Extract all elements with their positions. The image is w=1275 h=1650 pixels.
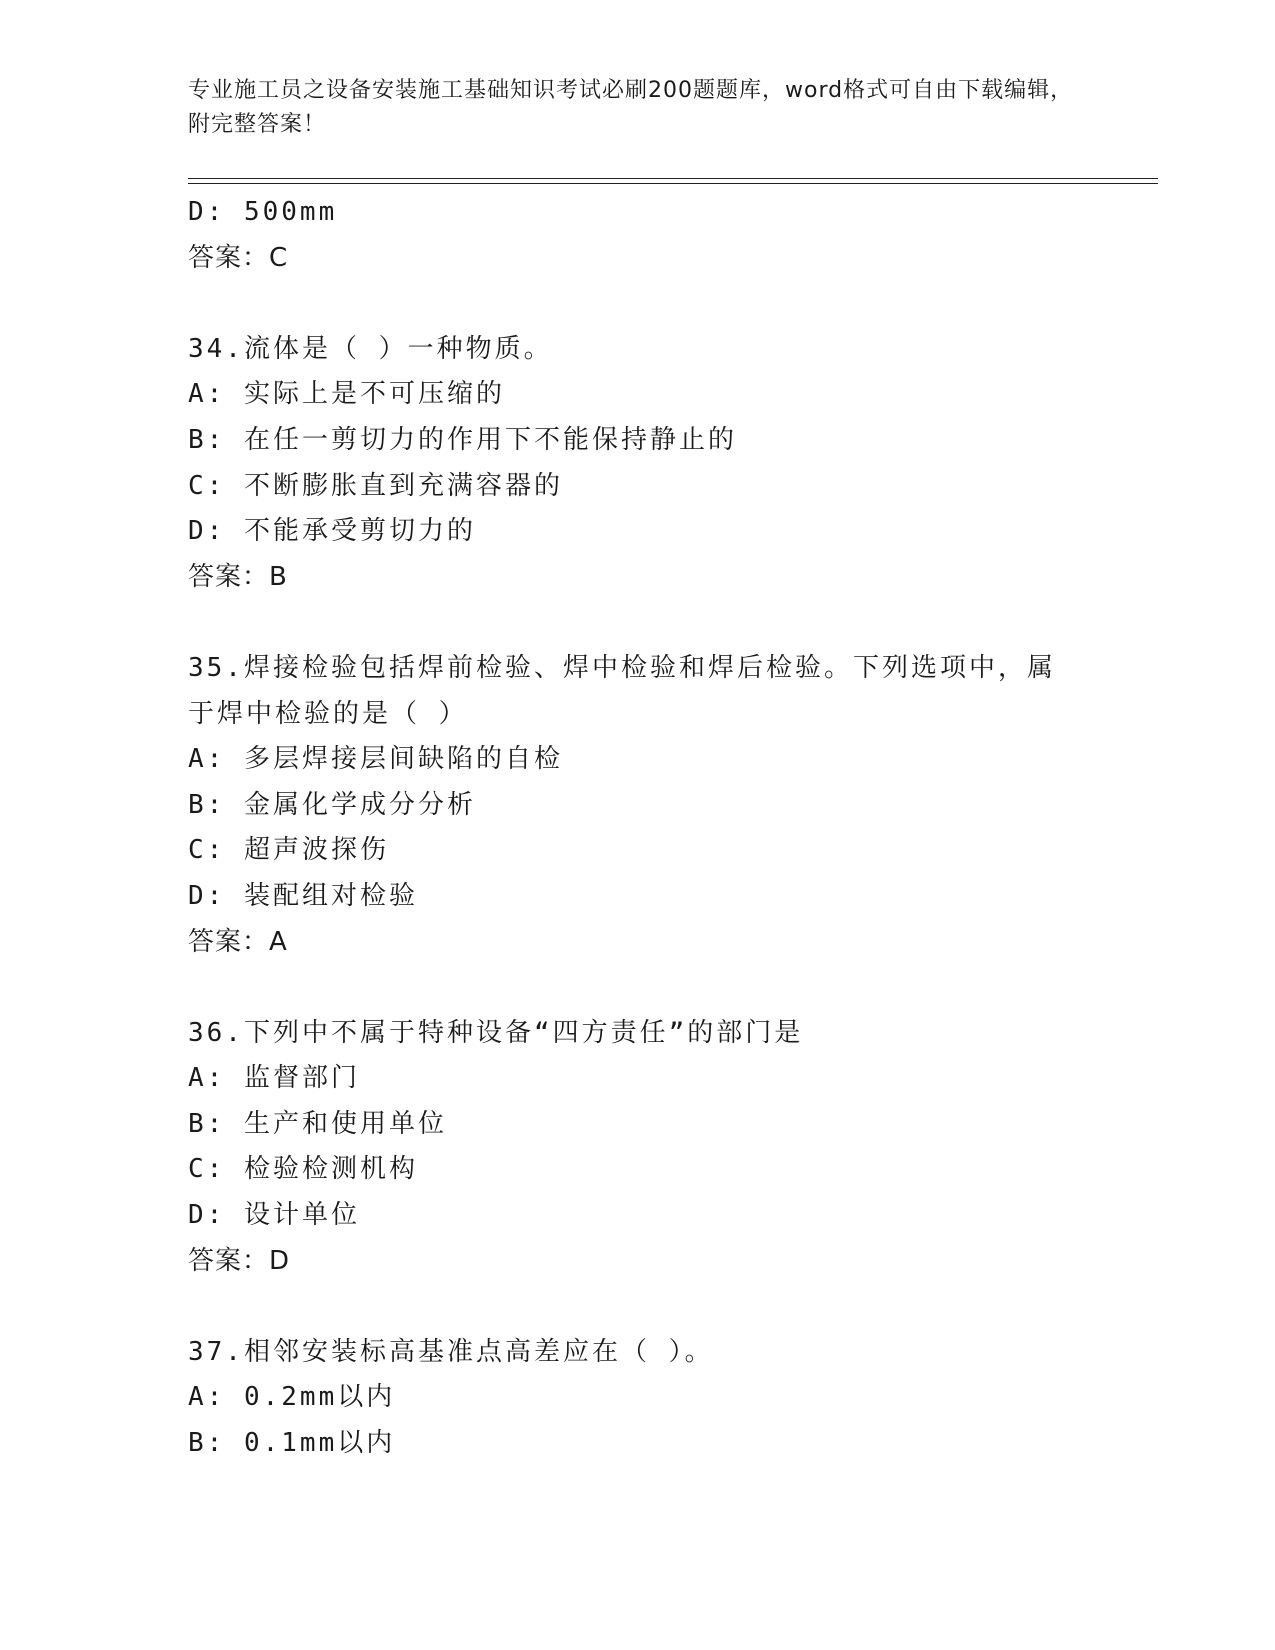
answer: 答案：C [188,242,289,273]
option-a: A: 监督部门 [188,1063,360,1094]
question-content [188,190,1148,1467]
question-stem: 34.流体是（ ）一种物质。 [188,333,553,364]
question-stem: 37.相邻安装标高基准点高差应在（ ）。 [188,1336,714,1367]
option-b: B: 在任一剪切力的作用下不能保持静止的 [188,424,737,455]
option-d: D: 不能承受剪切力的 [188,516,476,547]
option-a: A: 多层焊接层间缺陷的自检 [188,744,563,775]
answer: 答案：D [188,1245,291,1276]
question-item [188,1330,1148,1467]
option-b: B: 金属化学成分分析 [188,789,476,820]
question-item [188,1011,1148,1285]
option-c: C: 检验检测机构 [188,1154,418,1185]
option-c: C: 超声波探伤 [188,835,389,866]
option-b: B: 0.1mm以内 [188,1428,396,1459]
answer: 答案：B [188,561,288,592]
page-header: 专业施工员之设备安装施工基础知识考试必刷200题题库，word格式可自由下载编辑，附完整答案！ [188,78,1074,137]
header-rule-double [188,183,1158,184]
header-rule [188,178,1158,179]
question-item [188,327,1148,601]
answer: 答案：A [188,926,288,957]
option-b: B: 生产和使用单位 [188,1108,447,1139]
option-d: D: 500mm [188,197,338,227]
option-a: A: 0.2mm以内 [188,1382,396,1413]
option-c: C: 不断膨胀直到充满容器的 [188,470,563,501]
option-d: D: 装配组对检验 [188,880,418,911]
question-item [188,646,1148,965]
question-stem: 36.下列中不属于特种设备“四方责任”的部门是 [188,1017,804,1048]
question-stem: 35.焊接检验包括焊前检验、焊中检验和焊后检验。下列选项中，属于焊中检验的是（ ） [188,652,1056,729]
option-a: A: 实际上是不可压缩的 [188,379,505,410]
option-d: D: 设计单位 [188,1200,360,1231]
